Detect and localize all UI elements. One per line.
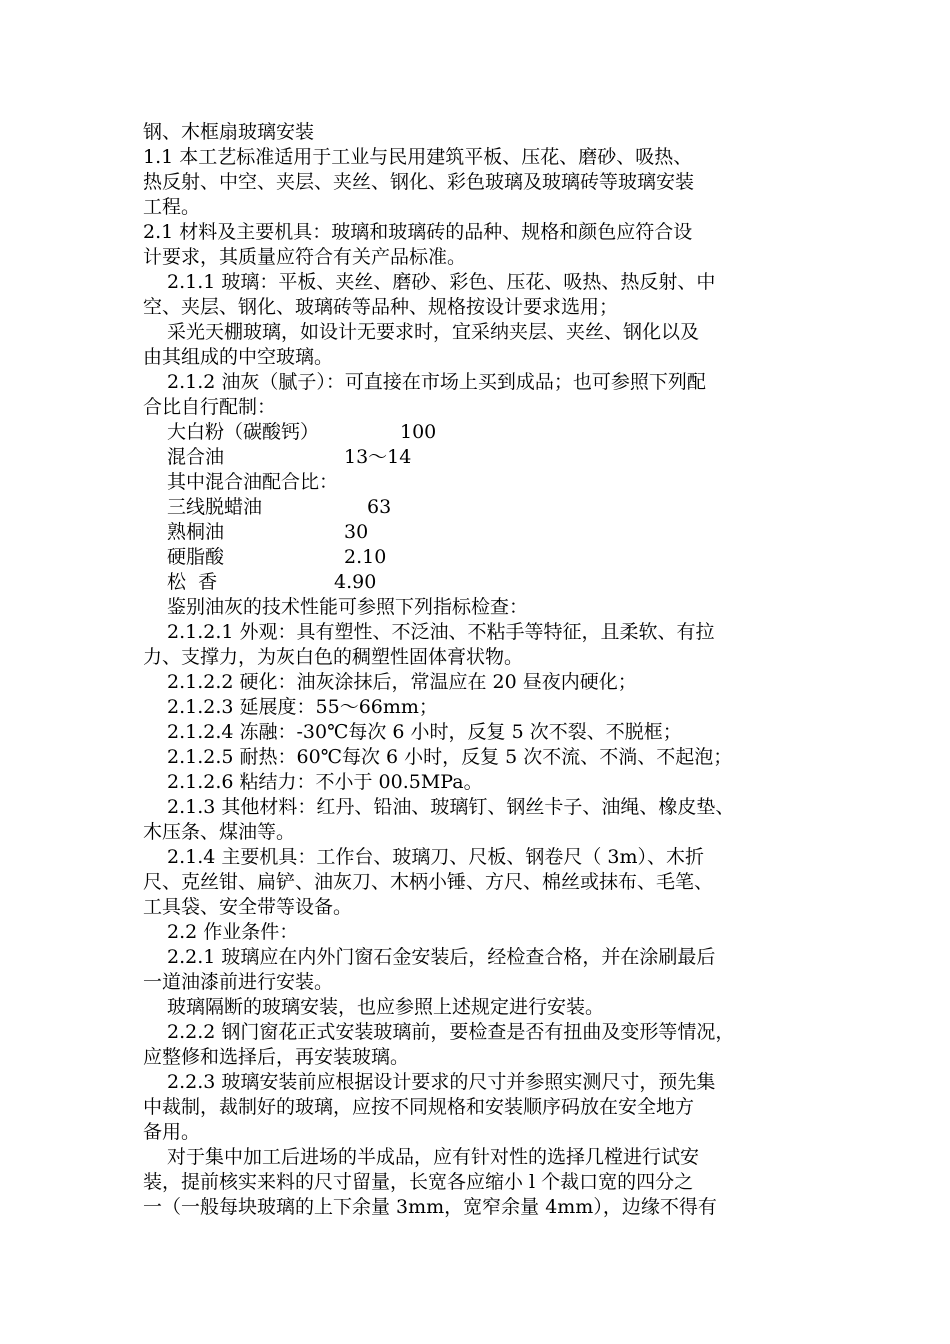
mix-label: 硬脂酸 [167,546,225,568]
paragraph-line: 热反射、中空、夹层、夹丝、钢化、彩色玻璃及玻璃砖等玻璃安装 [143,171,695,193]
paragraph-line: 计要求，其质量应符合有关产品标准。 [143,246,467,268]
paragraph-line: 空、夹层、钢化、玻璃砖等品种、规格按设计要求选用； [143,296,619,318]
mix-value: 63 [367,496,392,518]
mix-row [143,445,813,470]
mix-label: 松 香 [167,571,218,593]
mix-label: 三线脱蜡油 [167,496,263,518]
paragraph-line: 1.1 本工艺标准适用于工业与民用建筑平板、压花、磨砂、吸热、 [143,146,693,168]
paragraph-line: 由其组成的中空玻璃。 [143,346,334,368]
mix-value: 100 [400,421,437,443]
paragraph-line: 2.2 作业条件： [167,921,299,943]
paragraph-line: 2.1.2.3 延展度：55～66mm； [167,696,438,718]
mix-row [143,470,813,495]
mix-value: 13～14 [344,446,412,468]
paragraph-line: 2.1.2.4 冻融：-30℃每次 6 小时，反复 5 次不裂、不脱框； [167,721,682,743]
mix-label: 熟桐油 [167,521,225,543]
paragraph-line: 中裁制，裁制好的玻璃，应按不同规格和安装顺序码放在安全地方 [143,1096,695,1118]
paragraph-line: 尺、克丝钳、扁铲、油灰刀、木柄小锤、方尺、棉丝或抹布、毛笔、 [143,871,714,893]
mix-row [143,545,813,570]
paragraph-line: 备用。 [143,1121,201,1143]
paragraph-line: 木压条、煤油等。 [143,821,296,843]
paragraph-line: 力、支撑力，为灰白色的稠塑性固体膏状物。 [143,646,524,668]
paragraph-line: 2.2.1 玻璃应在内外门窗石金安装后，经检查合格，并在涂刷最后 [167,946,716,968]
mix-row [143,520,813,545]
mix-label: 混合油 [167,446,225,468]
paragraph-line: 2.1.4 主要机具：工作台、玻璃刀、尺板、钢卷尺（ 3m）、木折 [167,846,705,868]
paragraph-line: 装，提前核实来料的尺寸留量，长宽各应缩小 l 个裁口宽的四分之 [143,1171,694,1193]
mix-value: 2.10 [344,546,387,568]
document-page [143,120,813,1220]
paragraph-line: 2.1.3 其他材料：红丹、铅油、玻璃钉、钢丝卡子、油绳、橡皮垫、 [167,796,735,818]
paragraph-line: 工程。 [143,196,201,218]
paragraph-line: 工具袋、安全带等设备。 [143,896,353,918]
paragraph-line: 2.1 材料及主要机具：玻璃和玻璃砖的品种、规格和颜色应符合设 [143,221,693,243]
paragraph-line: 玻璃隔断的玻璃安装，也应参照上述规定进行安装。 [167,996,605,1018]
mix-label: 其中混合油配合比： [167,471,339,493]
paragraph-line: 2.1.2.5 耐热：60℃每次 6 小时，反复 5 次不流、不淌、不起泡； [167,746,733,768]
mix-value: 4.90 [334,571,377,593]
doc-title: 钢、木框扇玻璃安装 [143,121,315,143]
paragraph-line: 2.1.1 玻璃：平板、夹丝、磨砂、彩色、压花、吸热、热反射、中 [167,271,716,293]
mix-ratio-table [143,420,813,595]
mix-row [143,420,813,445]
paragraph-line: 对于集中加工后进场的半成品，应有针对性的选择几樘进行试安 [167,1146,700,1168]
paragraph-line: 2.2.2 钢门窗花正式安装玻璃前，要检查是否有扭曲及变形等情况， [167,1021,735,1043]
paragraph-line: 应整修和选择后，再安装玻璃。 [143,1046,410,1068]
paragraph-line: 2.2.3 玻璃安装前应根据设计要求的尺寸并参照实测尺寸，预先集 [167,1071,716,1093]
paragraph-line: 2.1.2.1 外观：具有塑性、不泛油、不粘手等特征，且柔软、有拉 [167,621,715,643]
mix-row [143,495,813,520]
paragraph-line: 2.1.2.6 粘结力：不小于 00.5MPa。 [167,771,483,793]
paragraph-line: 合比自行配制： [143,396,277,418]
paragraph-line: 2.1.2 油灰（腻子）：可直接在市场上买到成品；也可参照下列配 [167,371,706,393]
paragraph-line: 采光天棚玻璃，如设计无要求时，宜采纳夹层、夹丝、钢化以及 [167,321,700,343]
paragraph-line: 2.1.2.2 硬化：油灰涂抹后，常温应在 20 昼夜内硬化； [167,671,637,693]
paragraph-line: 一（一般每块玻璃的上下余量 3mm，宽窄余量 4mm），边缘不得有 [143,1196,717,1218]
mix-value: 30 [344,521,369,543]
paragraph-line: 一道油漆前进行安装。 [143,971,334,993]
mix-label: 大白粉（碳酸钙） [167,421,320,443]
paragraph-line: 鉴别油灰的技术性能可参照下列指标检查： [167,596,529,618]
mix-row [143,570,813,595]
